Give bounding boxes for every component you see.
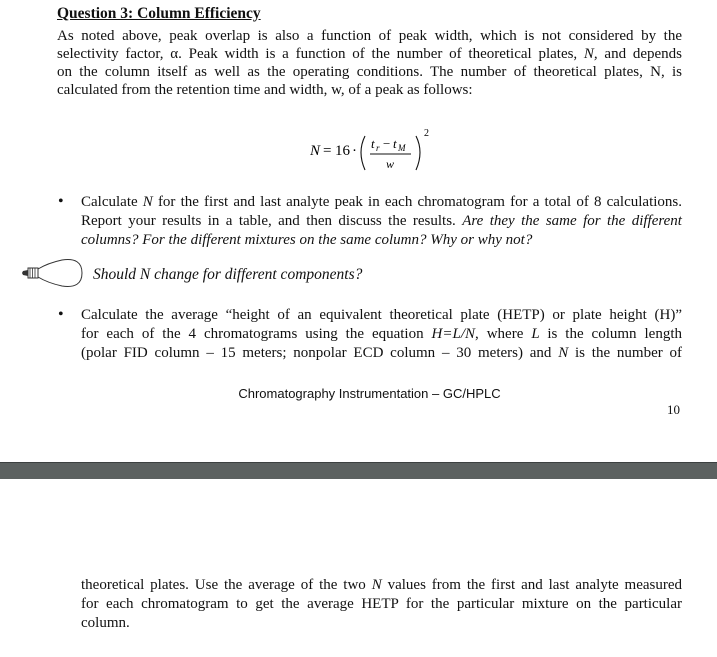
bullet-item-2	[81, 306, 682, 363]
formula-t2: t	[393, 136, 397, 151]
bullet2-line: for each of the 4 chromatograms using the equation H=L/N, where L is the column length	[81, 326, 682, 342]
intro-line: calculated from the retention time and width, w, of a peak as follows:	[57, 82, 473, 98]
bullet-marker: •	[58, 193, 64, 210]
formula-equals: =	[323, 143, 332, 159]
intro-line: selectivity factor, α. Peak width is a function of the number of theoretical plates, N, and depends	[57, 46, 682, 62]
intro-line: on the column itself as well as the operating conditions. The number of theoretical plates, N, is	[57, 64, 682, 80]
continuation-paragraph	[81, 576, 682, 633]
formula-sub-m: M	[398, 143, 406, 153]
formula-exponent: 2	[424, 128, 429, 139]
formula-coefficient: 16	[335, 143, 350, 159]
section-title: Question 3: Column Efficiency	[57, 5, 261, 22]
page-footer	[0, 386, 717, 401]
intro-paragraph	[57, 27, 682, 99]
bullet-marker: •	[58, 306, 64, 323]
bullet-item-1	[81, 193, 682, 250]
formula-lhs: N	[310, 143, 321, 159]
bullet2-line: Calculate the average “height of an equivalent theoretical plate (HETP) or plate height (H)”	[81, 307, 682, 323]
bullet1-line: Report your results in a table, and then discuss the results. Are they the same for the different	[81, 213, 682, 229]
formula-denominator: w	[386, 157, 395, 171]
continuation-line: theoretical plates. Use the average of the two N values from the first and last analyte measured	[81, 577, 682, 593]
formula-dot: ·	[352, 143, 357, 159]
page-separator	[0, 462, 717, 480]
continuation-line: for each chromatogram to get the average HETP for the particular mixture on the particular	[81, 596, 682, 612]
continuation-line: column.	[81, 615, 130, 631]
bullet1-line: Calculate N for the first and last analyte peak in each chromatogram for a total of 8 calculations.	[81, 194, 682, 210]
intro-line: As noted above, peak overlap is also a function of peak width, which is not considered by the	[57, 28, 682, 44]
formula-sub-r: r	[376, 143, 380, 153]
hint-question: Should N change for different components?	[93, 266, 363, 283]
right-paren	[416, 136, 420, 170]
page-number: 10	[667, 402, 680, 417]
lightbulb-icon	[18, 255, 84, 291]
plate-count-formula	[310, 128, 440, 178]
bullet1-line: columns? For the different mixtures on the same column? Why or why not?	[81, 232, 533, 248]
left-paren	[361, 136, 365, 170]
footer-text: Chromatography Instrumentation – GC/HPLC	[238, 386, 501, 401]
formula-t: t	[371, 136, 375, 151]
bullet2-line: (polar FID column – 15 meters; nonpolar ECD column – 30 meters) and N is the number of	[81, 345, 682, 361]
formula-minus: −	[383, 136, 391, 151]
